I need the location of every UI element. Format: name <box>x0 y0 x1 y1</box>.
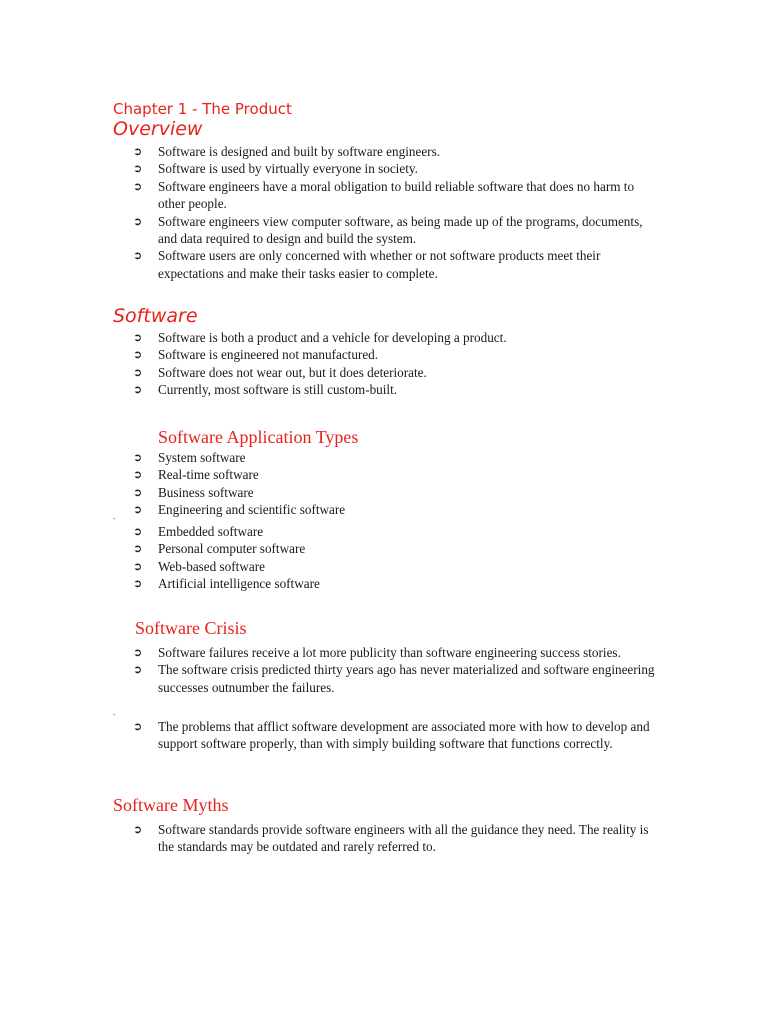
arrow-bullet-icon: ➲ <box>133 214 143 228</box>
crisis-list-b <box>133 718 663 753</box>
chapter-title: Chapter 1 - The Product <box>113 100 292 118</box>
list-item-text: Software does not wear out, but it does deteriorate. <box>158 364 427 380</box>
list-item-text: Software standards provide software engineers with all the guidance they need. The reality is the standards may be outdated and rarely referred to. <box>158 822 649 855</box>
arrow-bullet-icon: ➲ <box>133 525 143 538</box>
arrow-bullet-icon: ➲ <box>133 249 143 263</box>
list-item-text: The software crisis predicted thirty years ago has never materialized and software engineering successes outnumber the failures. <box>158 662 655 695</box>
list-item <box>133 644 663 661</box>
list-item <box>133 558 663 575</box>
list-item <box>133 466 663 483</box>
myths-heading: Software Myths <box>113 795 229 815</box>
arrow-bullet-icon: ➲ <box>133 577 143 591</box>
arrow-bullet-icon: ➲ <box>133 542 143 556</box>
margin-mark: - <box>113 710 116 719</box>
list-item-text: Software is designed and built by software engineers. <box>158 144 440 159</box>
overview-heading: Overview <box>113 118 203 140</box>
software-heading: Software <box>113 305 198 327</box>
list-item <box>133 247 663 282</box>
software-list <box>133 329 663 399</box>
arrow-bullet-icon: ➲ <box>133 348 143 362</box>
list-item-text: Software engineers have a moral obligation to build reliable software that does no harm to other people. <box>158 178 635 212</box>
list-item-text: Software failures receive a lot more publicity than software engineering success stories. <box>158 645 621 660</box>
list-item-text: Software is both a product and a vehicle for developing a product. <box>158 330 507 345</box>
list-item <box>133 821 663 856</box>
list-item <box>133 346 663 363</box>
list-item <box>133 143 663 160</box>
app-types-heading: Software Application Types <box>158 427 359 447</box>
myths-list <box>133 821 663 856</box>
arrow-bullet-icon: ➲ <box>133 720 143 733</box>
arrow-bullet-icon: ➲ <box>133 663 143 677</box>
list-item <box>133 575 663 592</box>
arrow-bullet-icon: ➲ <box>133 179 143 193</box>
list-item <box>133 178 663 213</box>
app-types-list-a <box>133 449 663 519</box>
list-item <box>133 381 663 398</box>
list-item <box>133 718 663 753</box>
arrow-bullet-icon: ➲ <box>133 646 143 659</box>
arrow-bullet-icon: ➲ <box>133 162 143 176</box>
list-item <box>133 160 663 177</box>
list-item-text: System software <box>158 450 246 465</box>
list-item-text: Personal computer software <box>158 541 306 557</box>
list-item <box>133 213 663 248</box>
list-item <box>133 540 663 557</box>
list-item-text: Embedded software <box>158 524 264 539</box>
list-item-text: Software is engineered not manufactured. <box>158 347 379 363</box>
app-types-list-b <box>133 523 663 593</box>
list-item-text: Real-time software <box>158 467 259 483</box>
arrow-bullet-icon: ➲ <box>133 485 143 499</box>
list-item-text: Currently, most software is still custom-built. <box>158 382 398 398</box>
list-item-text: The problems that afflict software development are associated more with how to develop and support software properly, than with simply building software that functions correctly. <box>158 719 650 752</box>
list-item <box>133 449 663 466</box>
list-item <box>133 523 663 540</box>
list-item <box>133 484 663 501</box>
list-item-text: Engineering and scientific software <box>158 502 346 518</box>
arrow-bullet-icon: ➲ <box>133 451 143 464</box>
crisis-list-a <box>133 644 663 696</box>
arrow-bullet-icon: ➲ <box>133 331 143 344</box>
arrow-bullet-icon: ➲ <box>133 365 143 379</box>
arrow-bullet-icon: ➲ <box>133 503 143 517</box>
crisis-heading: Software Crisis <box>135 618 247 638</box>
list-item-text: Business software <box>158 484 254 500</box>
arrow-bullet-icon: ➲ <box>133 383 143 397</box>
list-item-text: Artificial intelligence software <box>158 576 320 592</box>
list-item-text: Software engineers view computer software, as being made up of the programs, documents, and data required to design and build the system. <box>158 213 643 247</box>
arrow-bullet-icon: ➲ <box>133 145 143 158</box>
list-item-text: Software users are only concerned with whether or not software products meet their expectations and make their tasks easier to complete. <box>158 248 601 281</box>
margin-mark: - <box>113 514 116 523</box>
arrow-bullet-icon: ➲ <box>133 823 143 836</box>
list-item-text: Web-based software <box>158 558 265 574</box>
list-item-text: Software is used by virtually everyone in society. <box>158 161 418 177</box>
list-item <box>133 364 663 381</box>
arrow-bullet-icon: ➲ <box>133 468 143 482</box>
list-item <box>133 501 663 518</box>
overview-list <box>133 143 663 282</box>
list-item <box>133 329 663 346</box>
list-item <box>133 661 663 696</box>
arrow-bullet-icon: ➲ <box>133 559 143 573</box>
